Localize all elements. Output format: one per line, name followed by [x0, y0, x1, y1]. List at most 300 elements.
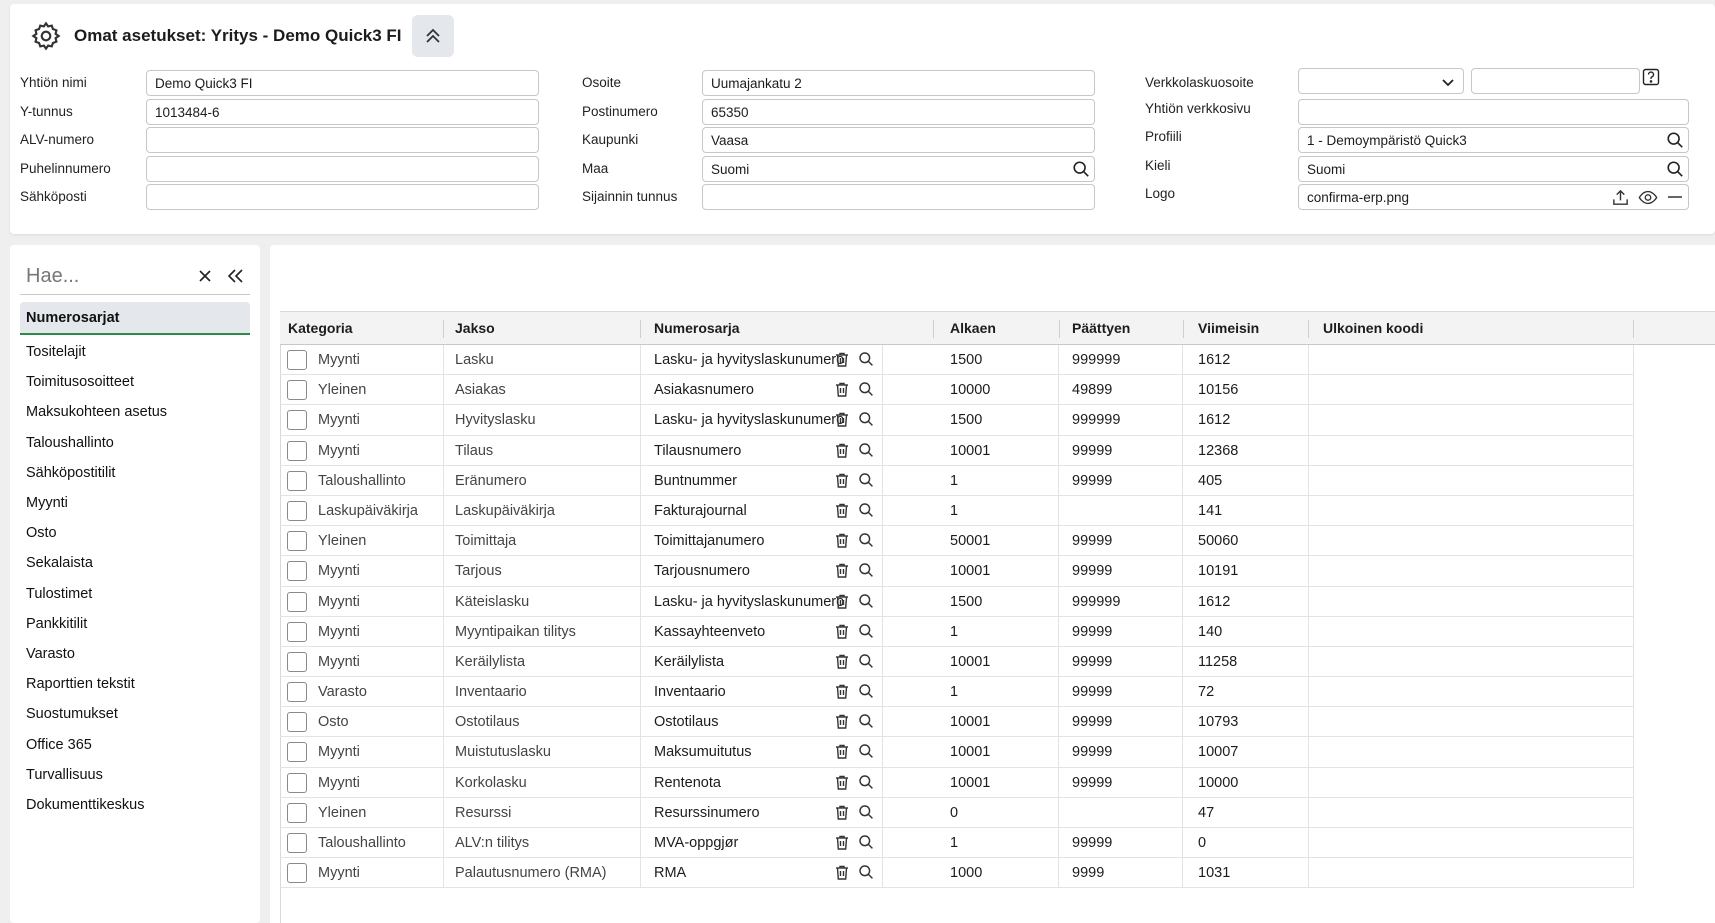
cell-divider: [1182, 466, 1183, 496]
email-label: Sähköposti: [20, 189, 87, 204]
cell-end: 99999: [1072, 714, 1113, 731]
search-icon[interactable]: [858, 381, 874, 397]
cell-divider: [1633, 828, 1634, 858]
business-id-input[interactable]: 1013484-6: [146, 99, 539, 125]
cell-divider: [882, 436, 883, 466]
search-icon[interactable]: [858, 472, 874, 488]
company-settings-panel: [10, 4, 1715, 234]
cell-period: Muistutuslasku: [455, 744, 551, 761]
cell-end: 99999: [1072, 653, 1113, 670]
cell-period: Palautusnumero (RMA): [455, 865, 607, 882]
cell-divider: [882, 617, 883, 647]
cell-divider: [1182, 375, 1183, 405]
cell-period: Ostotilaus: [455, 714, 520, 731]
cell-divider: [1182, 345, 1183, 375]
cell-divider: [1058, 677, 1059, 707]
row-checkbox[interactable]: [287, 833, 307, 853]
cell-end: 9999: [1072, 865, 1105, 882]
search-icon[interactable]: [1072, 160, 1090, 178]
profile-label: Profiili: [1145, 129, 1182, 144]
column-header-kategoria[interactable]: Kategoria: [288, 320, 353, 336]
cell-divider: [882, 405, 883, 435]
trash-icon[interactable]: [834, 411, 850, 428]
cell-divider: [882, 858, 883, 888]
country-value: Suomi: [711, 161, 750, 177]
cell-divider: [640, 677, 641, 707]
row-checkbox[interactable]: [287, 803, 307, 823]
table-row[interactable]: [280, 587, 1634, 617]
column-header-alkaen[interactable]: Alkaen: [950, 320, 996, 336]
cell-category: Yleinen: [318, 382, 367, 399]
cell-divider: [1308, 375, 1309, 405]
cell-start: 10001: [950, 714, 991, 731]
sidebar-item-turvallisuus[interactable]: Turvallisuus: [26, 766, 103, 783]
cell-start: 10001: [950, 774, 991, 791]
search-icon[interactable]: [858, 351, 874, 367]
cell-divider: [640, 647, 641, 677]
vat-number-label: ALV-numero: [20, 132, 95, 147]
cell-divider: [443, 436, 444, 466]
email-input[interactable]: [146, 184, 539, 210]
cell-series: Keräilylista: [654, 653, 725, 670]
cell-series: RMA: [654, 865, 687, 882]
trash-icon[interactable]: [834, 683, 850, 700]
location-id-input[interactable]: [702, 184, 1095, 210]
cell-period: Inventaario: [455, 684, 527, 701]
cell-divider: [1182, 768, 1183, 798]
cell-period: Laskupäiväkirja: [455, 502, 555, 519]
cell-series: Toimittajanumero: [654, 533, 765, 550]
country-input[interactable]: [702, 156, 1095, 182]
cell-period: Eränumero: [455, 472, 527, 489]
sidebar-item-sekalaista[interactable]: Sekalaista: [26, 555, 93, 572]
cell-divider: [443, 496, 444, 526]
cell-divider: [1633, 345, 1634, 375]
cell-divider: [1308, 707, 1309, 737]
cell-end: 99999: [1072, 563, 1113, 580]
form-row-profile: [1145, 127, 1705, 153]
search-icon[interactable]: [858, 804, 874, 820]
search-icon[interactable]: [858, 532, 874, 548]
cell-last: 12368: [1198, 442, 1239, 459]
form-row-address: [582, 70, 1102, 96]
cell-divider: [882, 707, 883, 737]
postal-code-input[interactable]: 65350: [702, 99, 1095, 125]
cell-divider: [640, 798, 641, 828]
cell-divider: [1308, 617, 1309, 647]
cell-divider: [882, 768, 883, 798]
sidebar-item-raporttien-tekstit[interactable]: Raporttien tekstit: [26, 676, 135, 693]
profile-value: 1 - Demoympäristö Quick3: [1307, 133, 1467, 148]
table-row[interactable]: [280, 707, 1634, 737]
cell-divider: [1182, 436, 1183, 466]
cell-divider: [1633, 617, 1634, 647]
cell-end: 999999: [1072, 352, 1121, 368]
cell-divider: [1058, 466, 1059, 496]
trash-icon[interactable]: [834, 713, 850, 730]
cell-divider: [1308, 677, 1309, 707]
cell-period: ALV:n tilitys: [455, 835, 530, 851]
row-checkbox[interactable]: [287, 471, 307, 491]
trash-icon[interactable]: [834, 743, 850, 760]
row-checkbox[interactable]: [287, 531, 307, 551]
trash-icon[interactable]: [834, 502, 850, 519]
sidebar-item-tositelajit[interactable]: Tositelajit: [26, 344, 86, 361]
sidebar-item-taloushallinto[interactable]: Taloushallinto: [26, 434, 114, 451]
website-input[interactable]: [1298, 99, 1689, 125]
cell-divider: [443, 587, 444, 617]
table-row[interactable]: [280, 828, 1634, 858]
row-checkbox[interactable]: [287, 350, 307, 370]
cell-series: Lasku- ja hyvityslaskunumero: [654, 352, 845, 368]
cell-series: Kassayhteenveto: [654, 623, 766, 640]
vat-number-input[interactable]: [146, 127, 539, 153]
search-icon[interactable]: [858, 683, 874, 699]
table-row[interactable]: [280, 436, 1634, 466]
table-row[interactable]: [280, 858, 1634, 888]
website-label: Yhtiön verkkosivu: [1145, 100, 1251, 116]
cell-period: Tarjous: [455, 563, 502, 580]
help-icon[interactable]: [1642, 68, 1660, 86]
cell-last: 50060: [1198, 533, 1239, 550]
cell-divider: [882, 737, 883, 767]
column-header-viimeisin[interactable]: Viimeisin: [1198, 320, 1260, 336]
cell-end: 99999: [1072, 744, 1113, 761]
search-icon[interactable]: [1666, 131, 1684, 149]
form-row-location-id: [582, 184, 1102, 210]
cell-divider: [1308, 526, 1309, 556]
cell-last: 405: [1198, 472, 1223, 489]
cell-divider: [443, 556, 444, 586]
cell-divider: [1308, 556, 1309, 586]
cell-divider: [443, 405, 444, 435]
column-header-ulkoinen-koodi[interactable]: Ulkoinen koodi: [1323, 320, 1424, 336]
table-row[interactable]: [280, 375, 1634, 405]
table-row[interactable]: [280, 677, 1634, 707]
cell-divider: [443, 617, 444, 647]
sidebar-item-varasto[interactable]: Varasto: [26, 645, 75, 662]
column-separator[interactable]: [1308, 320, 1309, 338]
cell-last: 1031: [1198, 865, 1231, 882]
column-header-numerosarja[interactable]: Numerosarja: [654, 320, 740, 336]
sidebar-item-sahkopostitilit[interactable]: Sähköpostitilit: [26, 464, 116, 481]
cell-category: Myynti: [318, 412, 360, 429]
search-icon[interactable]: [858, 562, 874, 578]
city-input[interactable]: Vaasa: [702, 127, 1095, 153]
cell-series: Tarjousnumero: [654, 563, 750, 580]
language-value: Suomi: [1307, 161, 1346, 177]
row-checkbox[interactable]: [287, 380, 307, 400]
table-row[interactable]: [280, 647, 1634, 677]
cell-divider: [1182, 556, 1183, 586]
cell-divider: [640, 526, 641, 556]
cell-divider: [443, 707, 444, 737]
cell-period: Toimittaja: [455, 533, 517, 550]
sidebar-item-dokumenttikeskus[interactable]: Dokumenttikeskus: [26, 796, 145, 813]
eye-icon[interactable]: [1638, 188, 1658, 207]
cell-divider: [1633, 737, 1634, 767]
cell-divider: [443, 768, 444, 798]
column-separator[interactable]: [443, 320, 444, 338]
cell-divider: [640, 737, 641, 767]
search-icon[interactable]: [858, 653, 874, 669]
column-separator[interactable]: [1059, 320, 1060, 338]
minus-icon[interactable]: [1667, 191, 1683, 203]
row-checkbox[interactable]: [287, 561, 307, 581]
cell-start: 1: [950, 472, 959, 489]
close-icon[interactable]: [198, 269, 212, 283]
search-icon[interactable]: [858, 442, 874, 458]
cell-last: 10156: [1198, 382, 1239, 399]
search-icon[interactable]: [1666, 160, 1684, 178]
sidebar-search[interactable]: [20, 259, 250, 295]
number-series-grid: [280, 311, 1715, 888]
table-row[interactable]: [280, 466, 1634, 496]
row-checkbox[interactable]: [287, 592, 307, 612]
cell-category: Taloushallinto: [318, 835, 406, 851]
column-header-jakso[interactable]: Jakso: [455, 320, 495, 336]
cell-last: 1612: [1198, 412, 1231, 429]
profile-input[interactable]: [1298, 127, 1689, 153]
cell-series: Tilausnumero: [654, 442, 742, 459]
search-icon[interactable]: [858, 502, 874, 518]
trash-icon[interactable]: [834, 804, 850, 821]
trash-icon[interactable]: [834, 472, 850, 489]
cell-divider: [882, 828, 883, 858]
column-separator[interactable]: [933, 320, 934, 338]
logo-input[interactable]: [1298, 184, 1689, 210]
cell-divider: [882, 526, 883, 556]
search-icon[interactable]: [858, 774, 874, 790]
trash-icon[interactable]: [834, 442, 850, 459]
cell-period: Keräilylista: [455, 653, 526, 670]
trash-icon[interactable]: [834, 381, 850, 398]
cell-divider: [1308, 737, 1309, 767]
sidebar-item-office-365[interactable]: Office 365: [26, 736, 92, 753]
cell-category: Yleinen: [318, 533, 367, 550]
cell-category: Myynti: [318, 744, 360, 761]
table-row[interactable]: [280, 526, 1634, 556]
table-row[interactable]: [280, 556, 1634, 586]
row-checkbox[interactable]: [287, 773, 307, 793]
sidebar-item-suostumukset[interactable]: Suostumukset: [26, 706, 118, 723]
cell-end: 99999: [1072, 472, 1113, 489]
sidebar-item-pankkitilit[interactable]: Pankkitilit: [26, 615, 88, 632]
sidebar-item-numerosarjat[interactable]: Numerosarjat: [20, 302, 250, 335]
trash-icon[interactable]: [834, 351, 850, 368]
trash-icon[interactable]: [834, 623, 850, 640]
sidebar-item-myynti[interactable]: Myynti: [26, 495, 68, 512]
cell-divider: [882, 647, 883, 677]
cell-category: Myynti: [318, 623, 360, 640]
page-title: Omat asetukset: Yritys - Demo Quick3 FI: [74, 26, 402, 45]
table-row[interactable]: [280, 798, 1634, 828]
cell-start: 10001: [950, 744, 991, 761]
double-chevron-left-icon[interactable]: [226, 268, 244, 284]
cell-divider: [640, 556, 641, 586]
phone-input[interactable]: [146, 156, 539, 182]
main-content: [270, 245, 1715, 923]
column-separator[interactable]: [640, 320, 641, 338]
cell-divider: [1058, 768, 1059, 798]
cell-last: 141: [1198, 502, 1223, 519]
cell-divider: [1308, 858, 1309, 888]
cell-divider: [1182, 677, 1183, 707]
cell-category: Laskupäiväkirja: [318, 502, 418, 519]
form-row-vat-number: [20, 127, 530, 153]
cell-divider: [1058, 345, 1059, 375]
cell-category: Varasto: [318, 684, 367, 701]
cell-series: Inventaario: [654, 684, 726, 701]
table-row[interactable]: [280, 737, 1634, 767]
cell-divider: [882, 556, 883, 586]
cell-divider: [1633, 556, 1634, 586]
cell-start: 1: [950, 684, 959, 701]
search-icon[interactable]: [858, 713, 874, 729]
cell-end: 99999: [1072, 623, 1113, 640]
cell-divider: [443, 526, 444, 556]
cell-divider: [1058, 737, 1059, 767]
cell-divider: [1308, 587, 1309, 617]
company-name-input[interactable]: Demo Quick3 FI: [146, 70, 539, 96]
row-checkbox[interactable]: [287, 712, 307, 732]
phone-label: Puhelinnumero: [20, 160, 111, 176]
cell-divider: [1058, 707, 1059, 737]
table-row[interactable]: [280, 345, 1634, 375]
address-input[interactable]: Uumajankatu 2: [702, 70, 1095, 96]
cell-end: 999999: [1072, 412, 1121, 429]
cell-series: Lasku- ja hyvityslaskunumero: [654, 593, 845, 610]
form-row-company-name: [20, 70, 530, 96]
trash-icon[interactable]: [834, 864, 850, 881]
chevron-down-icon: [1441, 75, 1455, 89]
cell-divider: [1182, 587, 1183, 617]
collapse-header-button[interactable]: [412, 15, 454, 57]
row-checkbox[interactable]: [287, 682, 307, 702]
sidebar-item-maksukohteen-asetus[interactable]: Maksukohteen asetus: [26, 404, 168, 421]
cell-divider: [1058, 617, 1059, 647]
search-icon[interactable]: [858, 623, 874, 639]
column-separator[interactable]: [1183, 320, 1184, 338]
trash-icon[interactable]: [834, 653, 850, 670]
trash-icon[interactable]: [834, 593, 850, 610]
cell-divider: [1308, 647, 1309, 677]
upload-icon[interactable]: [1611, 188, 1630, 207]
cell-divider: [640, 405, 641, 435]
sidebar-item-tulostimet[interactable]: Tulostimet: [26, 585, 93, 602]
cell-series: Resurssinumero: [654, 804, 760, 821]
cell-divider: [640, 617, 641, 647]
cell-start: 1: [950, 623, 959, 640]
cell-divider: [443, 858, 444, 888]
cell-period: Resurssi: [455, 804, 512, 821]
e-invoice-operator-select[interactable]: [1298, 68, 1464, 94]
cell-start: 1: [950, 502, 959, 519]
column-separator[interactable]: [1633, 320, 1634, 338]
cell-period: Käteislasku: [455, 593, 530, 610]
sidebar-item-toimitusosoitteet[interactable]: Toimitusosoitteet: [26, 374, 134, 391]
cell-category: Yleinen: [318, 804, 367, 821]
column-header-paattyen[interactable]: Päättyen: [1072, 320, 1131, 336]
cell-divider: [1308, 345, 1309, 375]
cell-divider: [1058, 436, 1059, 466]
e-invoice-address-input[interactable]: [1471, 68, 1640, 94]
trash-icon[interactable]: [834, 774, 850, 791]
cell-divider: [1633, 768, 1634, 798]
cell-divider: [1058, 405, 1059, 435]
cell-last: 1612: [1198, 352, 1231, 368]
cell-divider: [640, 828, 641, 858]
search-icon[interactable]: [858, 411, 874, 427]
table-row[interactable]: [280, 496, 1634, 526]
form-row-logo: [1145, 184, 1705, 210]
form-row-city: [582, 127, 1102, 153]
row-checkbox[interactable]: [287, 652, 307, 672]
form-row-country: [582, 156, 1102, 182]
e-invoice-address-label: Verkkolaskuosoite: [1145, 75, 1254, 90]
cell-divider: [1308, 466, 1309, 496]
sidebar-search-input[interactable]: Hae...: [26, 265, 80, 287]
trash-icon[interactable]: [834, 562, 850, 579]
table-row[interactable]: [280, 617, 1634, 647]
cell-category: Myynti: [318, 352, 360, 368]
row-checkbox[interactable]: [287, 410, 307, 430]
search-icon[interactable]: [858, 593, 874, 609]
cell-start: 10001: [950, 653, 991, 670]
search-icon[interactable]: [858, 743, 874, 759]
language-input[interactable]: [1298, 156, 1689, 182]
cell-divider: [443, 828, 444, 858]
table-row[interactable]: [280, 405, 1634, 435]
row-checkbox[interactable]: [287, 863, 307, 883]
row-checkbox[interactable]: [287, 441, 307, 461]
form-row-email: [20, 184, 530, 210]
cell-period: Tilaus: [455, 442, 494, 459]
address-label: Osoite: [582, 75, 622, 90]
form-row-language: [1145, 156, 1705, 182]
cell-series: Ostotilaus: [654, 714, 719, 731]
cell-period: Myyntipaikan tilitys: [455, 623, 576, 640]
search-icon[interactable]: [858, 834, 874, 850]
row-checkbox[interactable]: [287, 742, 307, 762]
cell-divider: [1058, 556, 1059, 586]
cell-start: 50001: [950, 533, 991, 550]
cell-category: Myynti: [318, 774, 360, 791]
country-label: Maa: [582, 160, 609, 176]
cell-divider: [882, 496, 883, 526]
row-checkbox[interactable]: [287, 622, 307, 642]
cell-divider: [1633, 436, 1634, 466]
trash-icon[interactable]: [834, 532, 850, 549]
cell-end: 99999: [1072, 774, 1113, 791]
sidebar-item-osto[interactable]: Osto: [26, 525, 57, 542]
trash-icon[interactable]: [834, 834, 850, 851]
table-row[interactable]: [280, 768, 1634, 798]
cell-divider: [640, 707, 641, 737]
form-row-e-invoice-address: [1145, 70, 1705, 96]
cell-divider: [1308, 798, 1309, 828]
cell-last: 0: [1198, 835, 1207, 851]
cell-period: Hyvityslasku: [455, 412, 536, 429]
search-icon[interactable]: [858, 864, 874, 880]
cell-divider: [882, 798, 883, 828]
postal-code-label: Postinumero: [582, 103, 658, 119]
row-checkbox[interactable]: [287, 501, 307, 521]
chevron-up-double-icon: [423, 26, 443, 46]
cell-divider: [882, 375, 883, 405]
cell-last: 10000: [1198, 774, 1239, 791]
cell-period: Asiakas: [455, 382, 506, 399]
